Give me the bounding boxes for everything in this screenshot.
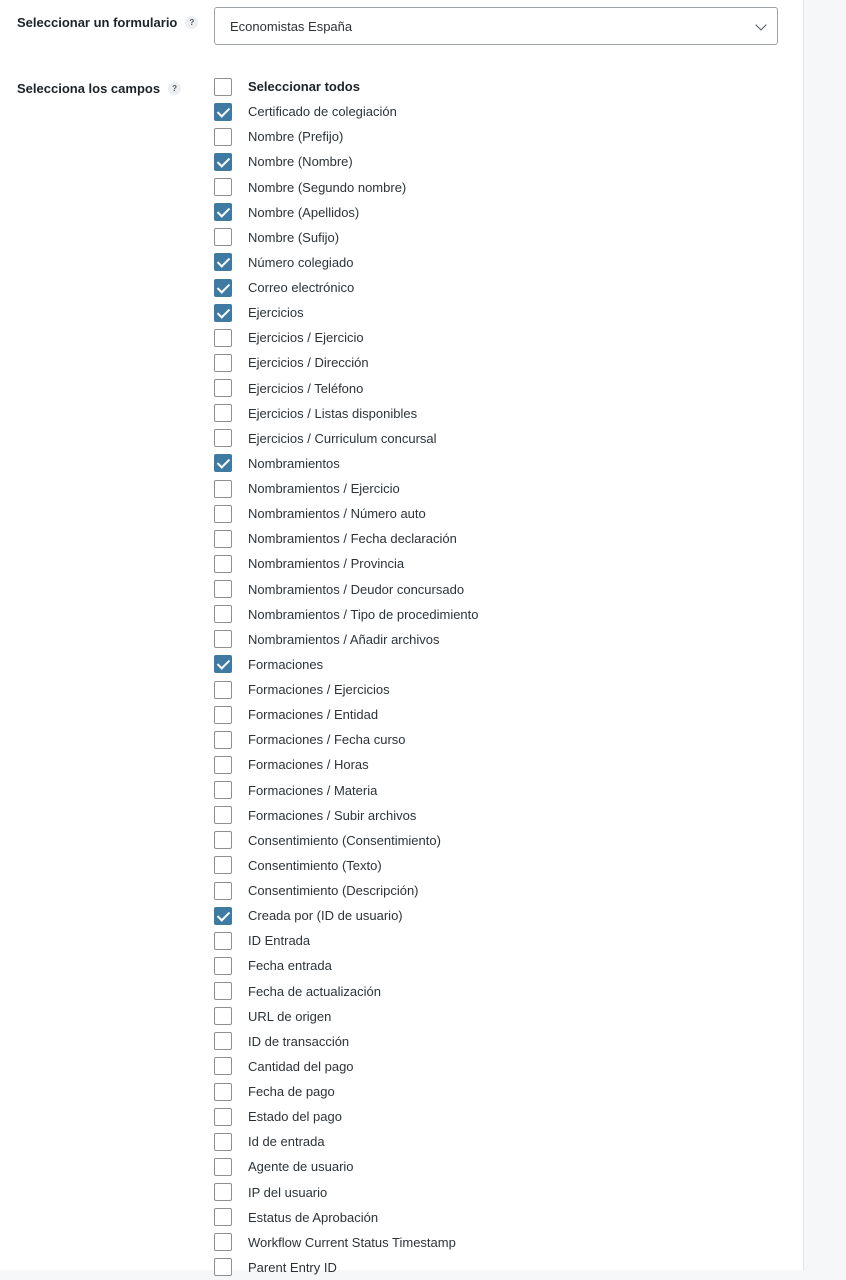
field-option-label[interactable]: Formaciones / Ejercicios bbox=[248, 682, 390, 698]
checkbox-checked[interactable] bbox=[214, 304, 232, 322]
field-option-label[interactable]: Certificado de colegiación bbox=[248, 104, 397, 120]
field-option[interactable] bbox=[214, 828, 774, 853]
checkbox-checked[interactable] bbox=[214, 655, 232, 673]
field-option-label[interactable]: Nombre (Segundo nombre) bbox=[248, 179, 407, 195]
field-option[interactable] bbox=[214, 702, 774, 727]
field-option-label[interactable]: Nombre (Apellidos) bbox=[248, 204, 360, 220]
form-select-value: Economistas España bbox=[230, 18, 353, 34]
field-option[interactable] bbox=[214, 1180, 774, 1205]
field-option[interactable] bbox=[214, 853, 774, 878]
field-option[interactable] bbox=[214, 1129, 774, 1154]
checkbox[interactable] bbox=[214, 1158, 232, 1176]
field-option-label[interactable]: Fecha entrada bbox=[248, 958, 332, 974]
field-option-label[interactable]: Nombramientos bbox=[248, 455, 340, 471]
field-option[interactable] bbox=[214, 476, 774, 501]
field-option[interactable] bbox=[214, 325, 774, 350]
checkbox[interactable] bbox=[214, 1032, 232, 1050]
field-option-label[interactable]: Ejercicios / Ejercicio bbox=[248, 330, 364, 346]
field-option-label[interactable]: Seleccionar todos bbox=[248, 79, 360, 95]
form-select[interactable] bbox=[214, 7, 778, 45]
field-option-label[interactable]: Nombramientos / Fecha declaración bbox=[248, 531, 457, 547]
checkbox-checked[interactable] bbox=[214, 103, 232, 121]
checkbox[interactable] bbox=[214, 982, 232, 1000]
checkbox-checked[interactable] bbox=[214, 203, 232, 221]
field-option[interactable] bbox=[214, 778, 774, 803]
field-option-label[interactable]: Nombre (Sufijo) bbox=[248, 229, 340, 245]
field-option[interactable] bbox=[214, 1154, 774, 1179]
checkbox[interactable] bbox=[214, 1083, 232, 1101]
field-option[interactable] bbox=[214, 426, 774, 451]
field-option-label[interactable]: Ejercicios / Dirección bbox=[248, 355, 369, 371]
field-option[interactable] bbox=[214, 376, 774, 401]
field-option-label[interactable]: Estado del pago bbox=[248, 1109, 342, 1125]
field-option[interactable] bbox=[214, 1255, 774, 1280]
field-option[interactable] bbox=[214, 677, 774, 702]
field-option-label[interactable]: ID Entrada bbox=[248, 933, 311, 949]
field-option-label[interactable]: Id de entrada bbox=[248, 1134, 325, 1150]
checkbox[interactable] bbox=[214, 228, 232, 246]
field-option[interactable] bbox=[214, 250, 774, 275]
checkbox-checked[interactable] bbox=[214, 907, 232, 925]
field-option-label[interactable]: IP del usuario bbox=[248, 1184, 328, 1200]
field-option-label[interactable]: Número colegiado bbox=[248, 254, 354, 270]
checkbox[interactable] bbox=[214, 706, 232, 724]
chevron-down-icon bbox=[755, 19, 766, 30]
checkbox-checked[interactable] bbox=[214, 153, 232, 171]
field-option[interactable] bbox=[214, 878, 774, 903]
field-option[interactable] bbox=[214, 1054, 774, 1079]
checkbox[interactable] bbox=[214, 1007, 232, 1025]
field-option-label[interactable]: Ejercicios / Teléfono bbox=[248, 380, 364, 396]
checkbox[interactable] bbox=[214, 1057, 232, 1075]
field-option-label[interactable]: Nombramientos / Deudor concursado bbox=[248, 581, 465, 597]
form-select-label: Seleccionar un formulario bbox=[17, 15, 178, 30]
checkbox[interactable] bbox=[214, 932, 232, 950]
field-option[interactable] bbox=[214, 149, 774, 174]
field-option-label[interactable]: Fecha de actualización bbox=[248, 983, 381, 999]
field-option-label[interactable]: Nombramientos / Añadir archivos bbox=[248, 631, 440, 647]
checkbox[interactable] bbox=[214, 329, 232, 347]
field-option[interactable] bbox=[214, 577, 774, 602]
field-option[interactable] bbox=[214, 752, 774, 777]
checkbox-checked[interactable] bbox=[214, 454, 232, 472]
field-option[interactable] bbox=[214, 803, 774, 828]
field-option-label[interactable]: ID de transacción bbox=[248, 1033, 350, 1049]
checkbox[interactable] bbox=[214, 1258, 232, 1276]
field-option-label[interactable]: Nombre (Prefijo) bbox=[248, 129, 344, 145]
checkbox[interactable] bbox=[214, 605, 232, 623]
field-option[interactable] bbox=[214, 979, 774, 1004]
help-icon[interactable]: ? bbox=[185, 16, 198, 29]
field-option[interactable] bbox=[214, 727, 774, 752]
field-option-label[interactable]: Agente de usuario bbox=[248, 1159, 354, 1175]
field-option[interactable] bbox=[214, 175, 774, 200]
checkbox[interactable] bbox=[214, 1208, 232, 1226]
select-all-option[interactable] bbox=[214, 74, 774, 99]
field-option-label[interactable]: Formaciones / Entidad bbox=[248, 707, 379, 723]
field-option-label[interactable]: Cantidad del pago bbox=[248, 1058, 354, 1074]
field-option[interactable] bbox=[214, 200, 774, 225]
checkbox[interactable] bbox=[214, 354, 232, 372]
field-option-label[interactable]: Consentimiento (Descripción) bbox=[248, 883, 419, 899]
checkbox[interactable] bbox=[214, 379, 232, 397]
field-option[interactable] bbox=[214, 1004, 774, 1029]
field-option[interactable] bbox=[214, 652, 774, 677]
checkbox[interactable] bbox=[214, 756, 232, 774]
checkbox[interactable] bbox=[214, 1233, 232, 1251]
field-option[interactable] bbox=[214, 928, 774, 953]
field-option-label[interactable]: Estatus de Aprobación bbox=[248, 1209, 379, 1225]
field-option[interactable] bbox=[214, 1104, 774, 1129]
checkbox[interactable] bbox=[214, 404, 232, 422]
checkbox[interactable] bbox=[214, 630, 232, 648]
field-option[interactable] bbox=[214, 1079, 774, 1104]
help-icon[interactable]: ? bbox=[168, 82, 181, 95]
checkbox[interactable] bbox=[214, 78, 232, 96]
field-option[interactable] bbox=[214, 225, 774, 250]
checkbox[interactable] bbox=[214, 178, 232, 196]
checkbox[interactable] bbox=[214, 831, 232, 849]
field-option[interactable] bbox=[214, 451, 774, 476]
field-option-label[interactable]: Creada por (ID de usuario) bbox=[248, 908, 403, 924]
checkbox[interactable] bbox=[214, 882, 232, 900]
field-option-label[interactable]: Consentimiento (Consentimiento) bbox=[248, 832, 441, 848]
field-option-label[interactable]: Consentimiento (Texto) bbox=[248, 857, 382, 873]
field-option[interactable] bbox=[214, 401, 774, 426]
checkbox[interactable] bbox=[214, 856, 232, 874]
checkbox-checked[interactable] bbox=[214, 279, 232, 297]
field-option-label[interactable]: Ejercicios bbox=[248, 305, 304, 321]
field-option-label[interactable]: Nombramientos / Ejercicio bbox=[248, 481, 400, 497]
checkbox[interactable] bbox=[214, 555, 232, 573]
field-option[interactable] bbox=[214, 300, 774, 325]
field-option-label[interactable]: Formaciones / Fecha curso bbox=[248, 732, 406, 748]
field-option[interactable] bbox=[214, 1205, 774, 1230]
field-option[interactable] bbox=[214, 124, 774, 149]
field-option-label[interactable]: Formaciones / Subir archivos bbox=[248, 807, 417, 823]
checkbox[interactable] bbox=[214, 731, 232, 749]
field-option[interactable] bbox=[214, 627, 774, 652]
field-option-label[interactable]: Parent Entry ID bbox=[248, 1259, 337, 1275]
field-option[interactable] bbox=[214, 953, 774, 978]
checkbox[interactable] bbox=[214, 1183, 232, 1201]
field-option-label[interactable]: Ejercicios / Curriculum concursal bbox=[248, 430, 437, 446]
checkbox[interactable] bbox=[214, 530, 232, 548]
field-option[interactable] bbox=[214, 903, 774, 928]
form-select-row-label bbox=[17, 15, 198, 30]
field-option-label[interactable]: Formaciones / Horas bbox=[248, 757, 369, 773]
checkbox[interactable] bbox=[214, 806, 232, 824]
field-option[interactable] bbox=[214, 526, 774, 551]
checkbox[interactable] bbox=[214, 429, 232, 447]
checkbox[interactable] bbox=[214, 128, 232, 146]
field-option[interactable] bbox=[214, 1230, 774, 1255]
checkbox[interactable] bbox=[214, 480, 232, 498]
checkbox[interactable] bbox=[214, 681, 232, 699]
checkbox[interactable] bbox=[214, 957, 232, 975]
field-option-label[interactable]: Formaciones / Materia bbox=[248, 782, 378, 798]
field-option[interactable] bbox=[214, 350, 774, 375]
field-option[interactable] bbox=[214, 602, 774, 627]
field-option[interactable] bbox=[214, 551, 774, 576]
field-option-label[interactable]: Formaciones bbox=[248, 656, 324, 672]
field-option-label[interactable]: Correo electrónico bbox=[248, 280, 355, 296]
checkbox[interactable] bbox=[214, 580, 232, 598]
checkbox[interactable] bbox=[214, 1133, 232, 1151]
field-checkbox-list bbox=[214, 74, 774, 1280]
checkbox[interactable] bbox=[214, 781, 232, 799]
field-option-label[interactable]: URL de origen bbox=[248, 1008, 332, 1024]
fields-label: Selecciona los campos bbox=[17, 81, 161, 96]
field-option-label[interactable]: Fecha de pago bbox=[248, 1084, 335, 1100]
checkbox[interactable] bbox=[214, 505, 232, 523]
field-option-label[interactable]: Nombramientos / Tipo de procedimiento bbox=[248, 606, 479, 622]
field-option-label[interactable]: Workflow Current Status Timestamp bbox=[248, 1234, 456, 1250]
field-option[interactable] bbox=[214, 99, 774, 124]
field-option-label[interactable]: Ejercicios / Listas disponibles bbox=[248, 405, 418, 421]
field-option-label[interactable]: Nombramientos / Provincia bbox=[248, 556, 405, 572]
field-option[interactable] bbox=[214, 501, 774, 526]
checkbox-checked[interactable] bbox=[214, 253, 232, 271]
field-option-label[interactable]: Nombre (Nombre) bbox=[248, 154, 353, 170]
field-option-label[interactable]: Nombramientos / Número auto bbox=[248, 506, 426, 522]
field-option[interactable] bbox=[214, 275, 774, 300]
field-option[interactable] bbox=[214, 1029, 774, 1054]
fields-row-label bbox=[17, 81, 181, 96]
checkbox[interactable] bbox=[214, 1108, 232, 1126]
